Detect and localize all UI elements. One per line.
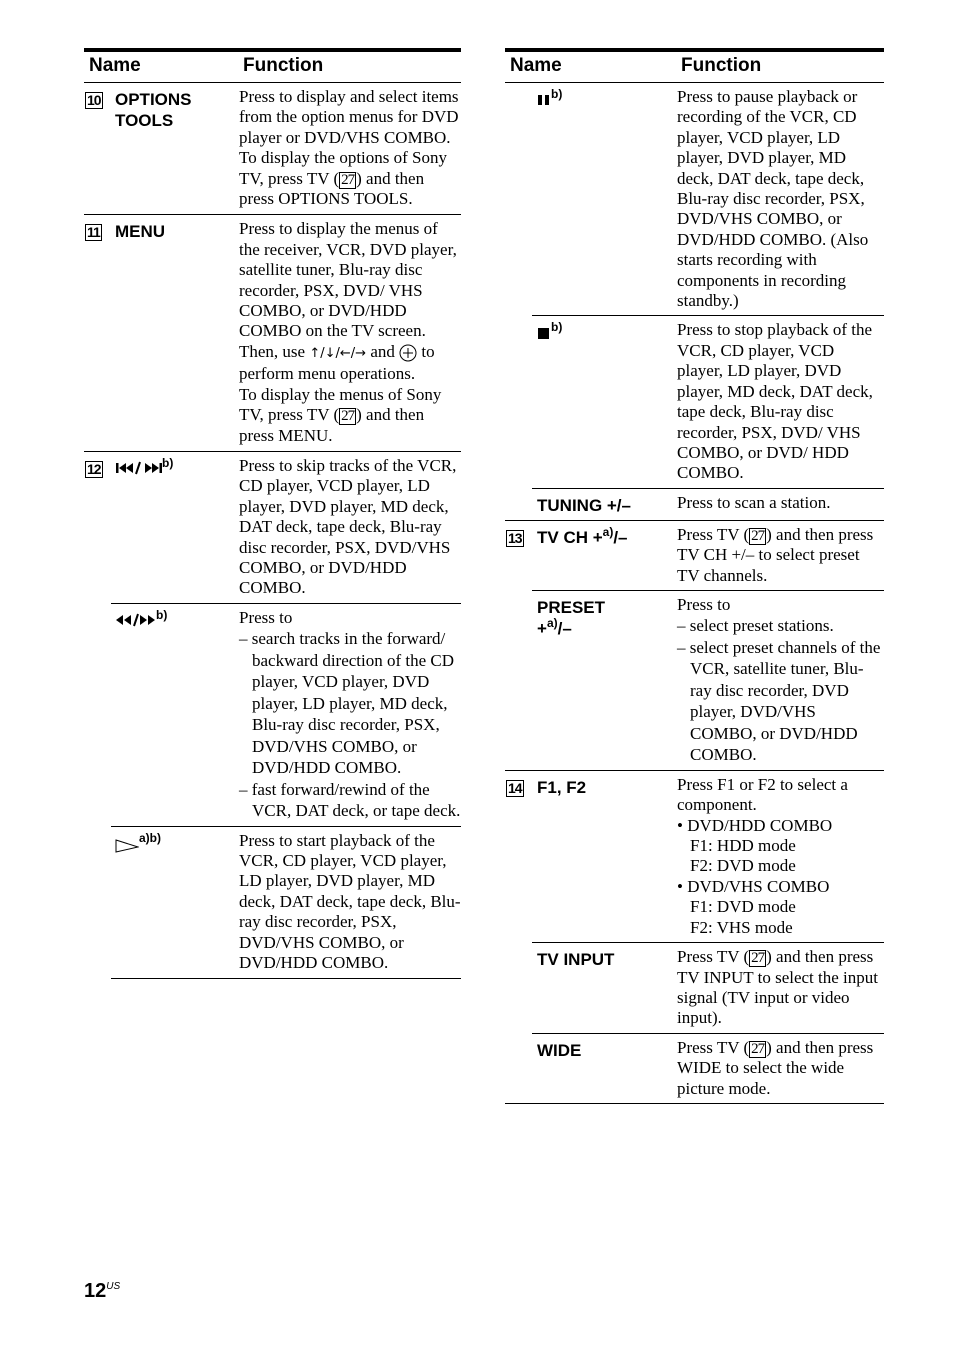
function-text (677, 775, 884, 938)
header-name: Name (510, 55, 562, 76)
button-name (84, 87, 239, 209)
name-post: /– (557, 618, 572, 638)
func-dash-1: – search tracks in the forward/ backward direction of the CD player, VCD player, DVD player, LD player, MD deck, Blu-ray disc recorder, PSX, DVD/VHS COMBO, or DVD/HDD COMBO. (239, 629, 455, 778)
ref-badge: 27 (341, 171, 355, 188)
func-post: ) and then press WIDE to select the wide picture mode. (677, 1037, 874, 1098)
button-name (505, 87, 677, 311)
func-b-pre: To display the options of Sony TV, press TV ( (239, 148, 448, 188)
bullet-1-line-2: F2: DVD mode (690, 856, 796, 876)
ref-badge: 27 (751, 1040, 765, 1057)
bullet-2-line-1: F1: DVD mode (690, 897, 796, 917)
bullet-2-line-2: F2: VHS mode (690, 917, 793, 937)
table-row (505, 489, 884, 521)
func-dash-2: – fast forward/rewind of the VCR, DAT deck, or tape deck. (239, 779, 461, 821)
superscript: b) (156, 607, 168, 622)
button-name (84, 219, 239, 445)
function-text: Press to skip tracks of the VCR, CD player, VCD player, LD player, DVD player, MD deck, DAT deck, tape deck, Blu-ray disc recorder, PSX, DVD/VHS COMBO, or DVD/HDD COMBO. (239, 455, 457, 598)
name-line1: PRESET (537, 597, 606, 617)
pause-icon (537, 92, 551, 106)
func-post: ) and then press TV INPUT to select the input signal (TV input or video input). (677, 947, 878, 1028)
left-table (84, 48, 461, 979)
func-intro: Press to (239, 607, 293, 627)
rewind-fastforward-icon (115, 612, 181, 628)
func-a-post: to perform menu operations. (239, 341, 435, 384)
button-name (84, 831, 239, 974)
function-text (239, 87, 461, 209)
table-row (84, 604, 461, 827)
function-text (239, 219, 461, 445)
func-pre: Press TV ( (677, 524, 750, 544)
table-row (505, 771, 884, 943)
button-name: TV INPUT (537, 950, 615, 970)
table-row (505, 943, 884, 1034)
table-row (505, 1034, 884, 1104)
function-text (677, 525, 884, 586)
bullet-2: • DVD/VHS COMBO (677, 876, 830, 896)
name-post: /– (613, 527, 628, 547)
superscript: a) (546, 615, 558, 630)
skip-prev-next-icon (115, 460, 185, 476)
enter-button-icon (399, 344, 417, 362)
row-divider (111, 978, 461, 979)
name-pre: + (537, 618, 547, 638)
func-intro: Press to (677, 594, 731, 614)
func-post: ) and then press TV CH +/– to select preset TV channels. (677, 524, 874, 585)
button-name (505, 775, 677, 938)
table-header (84, 48, 461, 83)
header-function: Function (243, 55, 324, 76)
name-pre: TV CH + (537, 527, 603, 547)
table-header (505, 48, 884, 83)
table-row (84, 215, 461, 451)
button-name (505, 320, 677, 483)
button-name (505, 525, 677, 586)
row-divider (505, 1103, 884, 1104)
row-number-badge: 10 (87, 92, 101, 108)
right-table (505, 48, 884, 1104)
function-text (239, 608, 461, 822)
play-icon (115, 837, 139, 853)
table-row (84, 83, 461, 215)
function-text (677, 595, 884, 766)
func-intro: Press F1 or F2 to select a component. (677, 774, 848, 815)
func-a: Press to display the menus of the receiver, VCR, DVD player, satellite tuner, Blu-ray disc recorder, PSX, DVD/ VHS COMBO, or DVD/HDD COMBO on the TV screen. Then, use (239, 219, 457, 361)
row-number-badge: 14 (508, 779, 522, 796)
name-text: OPTIONS TOOLS (115, 90, 192, 130)
func-dash-2: – select preset channels of the VCR, satellite tuner, Blu-ray disc recorder, DVD player, DVD/VHS COMBO, or DVD/HDD COMBO. (677, 637, 881, 765)
bullet-1: • DVD/HDD COMBO (677, 815, 833, 835)
table-row (84, 827, 461, 979)
page-number-text: 12 (84, 1280, 107, 1302)
func-b-post: ) and then press MENU. (239, 405, 425, 445)
button-name (84, 608, 239, 822)
func-pre: Press TV ( (677, 1037, 750, 1057)
name-text: MENU (115, 222, 166, 242)
func-pre: Press TV ( (677, 947, 750, 967)
header-function: Function (681, 55, 762, 76)
stop-icon (537, 325, 551, 339)
table-row (505, 83, 884, 316)
superscript: a) (602, 524, 614, 539)
button-name (505, 595, 677, 766)
function-text (677, 947, 884, 1029)
func-b-pre: To display the menus of Sony TV, press TV ( (239, 384, 442, 425)
table-row (505, 316, 884, 488)
header-name: Name (89, 55, 141, 76)
ref-badge: 27 (751, 527, 765, 544)
page-number-suffix: US (106, 1281, 121, 1292)
superscript: b) (551, 320, 563, 335)
button-name (84, 456, 239, 599)
button-name: WIDE (537, 1040, 582, 1060)
page-number (84, 1280, 120, 1303)
row-number-badge: 13 (508, 529, 522, 546)
button-name: TUNING +/– (537, 495, 631, 515)
table-row (505, 521, 884, 591)
function-text: Press to stop playback of the VCR, CD player, VCD player, LD player, DVD player, MD deck, DAT deck, tape deck, Blu-ray disc recorder, PSX, DVD/ VHS COMBO, or DVD/ HDD COMBO. (677, 320, 873, 483)
superscript: a)b) (139, 830, 161, 845)
function-text: Press to start playback of the VCR, CD player, VCD player, LD player, DVD player, MD deck, DAT deck, tape deck, Blu-ray disc recorder, PSX, DVD/VHS COMBO, or DVD/HDD COMBO. (239, 830, 461, 973)
function-text: Press to pause playback or recording of the VCR, CD player, VCD player, LD player, DVD player, MD deck, DAT deck, tape deck, Blu-ray disc recorder, PSX, DVD/VHS COMBO, or DVD/HDD COMBO. (Also starts recording with components in recording standby.) (677, 87, 869, 311)
function-text (677, 1038, 884, 1099)
func-b-post: ) and then press OPTIONS TOOLS. (239, 168, 425, 209)
function-text: Press to scan a station. (677, 492, 831, 512)
func-dash-1: – select preset stations. (677, 616, 834, 636)
row-number-badge: 11 (87, 224, 100, 241)
table-row (84, 452, 461, 604)
ref-badge: 27 (751, 950, 765, 967)
superscript: b) (162, 455, 174, 470)
arrow-keys-icon: ↑/↓/←/→ (309, 345, 367, 361)
func-a: Press to display and select items from the option menus for DVD player or DVD/VHS COMBO. (239, 87, 459, 147)
name-text: F1, F2 (537, 777, 587, 797)
table-row (505, 591, 884, 771)
and-text: and (370, 341, 395, 361)
superscript: b) (551, 87, 563, 101)
bullet-1-line-1: F1: HDD mode (690, 836, 796, 856)
row-number-badge: 12 (87, 460, 101, 477)
ref-badge: 27 (341, 408, 355, 425)
